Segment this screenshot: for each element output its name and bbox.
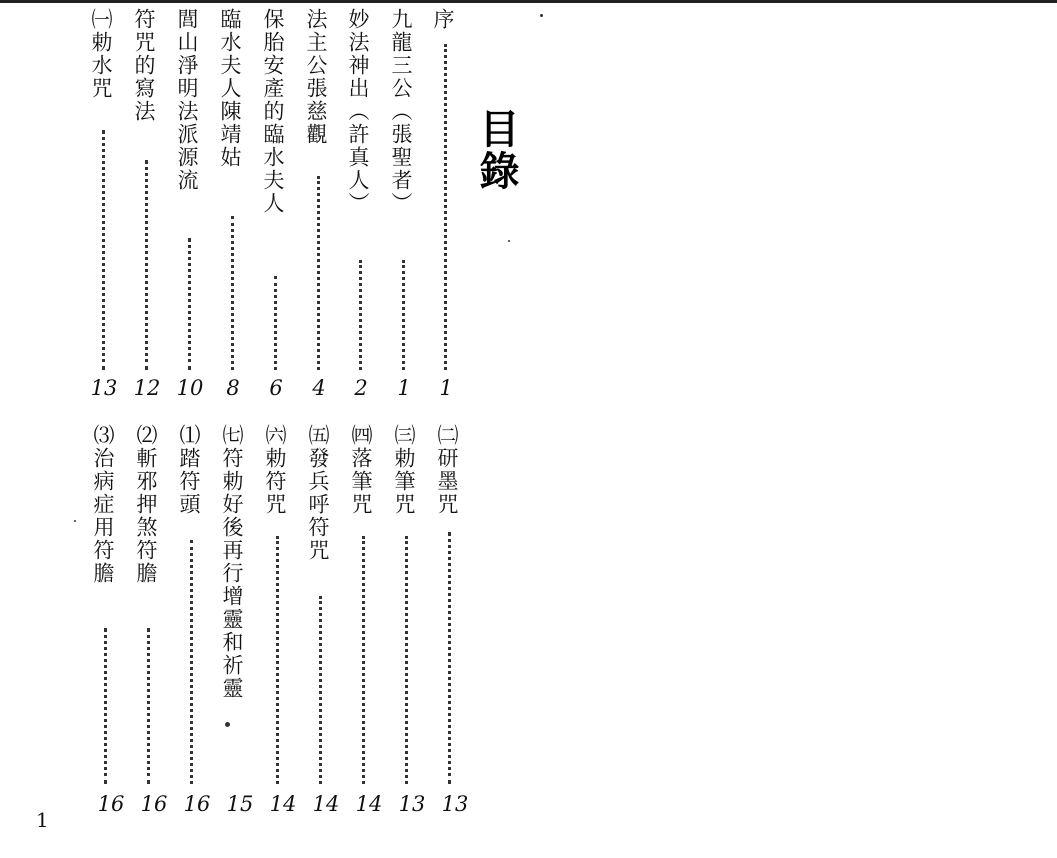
toc-page-number: 16 xyxy=(97,792,125,816)
toc-entry-fabing-hufu: ㈤發兵呼符咒 xyxy=(306,424,330,562)
toc-entry-chifu-zhou: ㈥勅符咒 xyxy=(263,424,287,516)
toc-leader xyxy=(448,532,455,784)
toc-page-number: 13 xyxy=(90,376,118,400)
toc-page-number: 6 xyxy=(269,376,283,400)
toc-entry-zhibing-fudan: ⑶治病症用符膽 xyxy=(91,424,115,585)
toc-entry-lvshan-jingming: 閭山淨明法派源流 xyxy=(175,8,199,192)
toc-page-number: 8 xyxy=(226,376,240,400)
toc-page-number: 12 xyxy=(133,376,161,400)
scan-speck xyxy=(540,14,543,17)
toc-leader xyxy=(319,596,326,784)
toc-page-number: 14 xyxy=(269,792,297,816)
toc-leader xyxy=(274,276,281,370)
page-top-border xyxy=(0,0,1057,3)
toc-page-number: 13 xyxy=(398,792,426,816)
toc-entry-fuchi-zengling: ㈦符勅好後再行增靈和祈靈 xyxy=(220,424,244,700)
toc-entry-luobi-zhou: ㈣落筆咒 xyxy=(349,424,373,516)
toc-leader xyxy=(188,238,195,370)
toc-entry-linshui-furen: 臨水夫人陳靖姑 xyxy=(218,8,242,169)
toc-entry-zhanxie-yasha: ⑵斬邪押煞符膽 xyxy=(134,424,158,585)
page-title: 目錄 xyxy=(473,108,519,192)
toc-page-number: 1 xyxy=(397,376,411,400)
toc-leader xyxy=(190,540,197,784)
toc-page-number: 16 xyxy=(183,792,211,816)
toc-page-number: 4 xyxy=(312,376,326,400)
toc-leader xyxy=(102,130,109,370)
toc-entry-yanmo-zhou: ㈡研墨咒 xyxy=(435,424,459,516)
toc-leader xyxy=(231,216,238,370)
toc-entry-miaofa-shenchu: 妙法神出（許真人） xyxy=(346,8,370,215)
toc-leader xyxy=(359,260,366,370)
folio-page-number: 1 xyxy=(36,808,49,832)
toc-leader xyxy=(317,176,324,370)
toc-page-number: 1 xyxy=(439,376,453,400)
toc-page-number: 16 xyxy=(140,792,168,816)
toc-page-number: 2 xyxy=(354,376,368,400)
toc-leader xyxy=(104,628,111,784)
toc-entry-chibi-zhou: ㈢勅筆咒 xyxy=(392,424,416,516)
toc-entry-preface: 序 xyxy=(431,8,455,31)
toc-entry-fuzhou-xiefa: 符咒的寫法 xyxy=(132,8,156,123)
toc-entry-jiulong-sangong: 九龍三公（張聖者） xyxy=(389,8,413,215)
scan-speck xyxy=(74,520,76,522)
toc-page-number: 13 xyxy=(441,792,469,816)
toc-page-number: 15 xyxy=(226,792,254,816)
scan-speck xyxy=(225,722,230,727)
toc-leader xyxy=(405,536,412,784)
toc-leader xyxy=(444,44,451,370)
toc-leader xyxy=(402,260,409,370)
toc-entry-baotai-anchan: 保胎安產的臨水夫人 xyxy=(261,8,285,215)
toc-page-number: 14 xyxy=(355,792,383,816)
toc-leader xyxy=(362,536,369,784)
toc-page-number: 14 xyxy=(312,792,340,816)
toc-leader xyxy=(276,536,283,784)
toc-leader xyxy=(145,160,152,370)
toc-entry-fazhugong: 法主公張慈觀 xyxy=(304,8,328,146)
toc-page-number: 10 xyxy=(176,376,204,400)
toc-entry-tafu-tou: ⑴踏符頭 xyxy=(177,424,201,516)
toc-leader xyxy=(147,628,154,784)
scan-speck xyxy=(508,240,510,242)
toc-entry-chishui-zhou: ㈠勅水咒 xyxy=(89,8,113,100)
